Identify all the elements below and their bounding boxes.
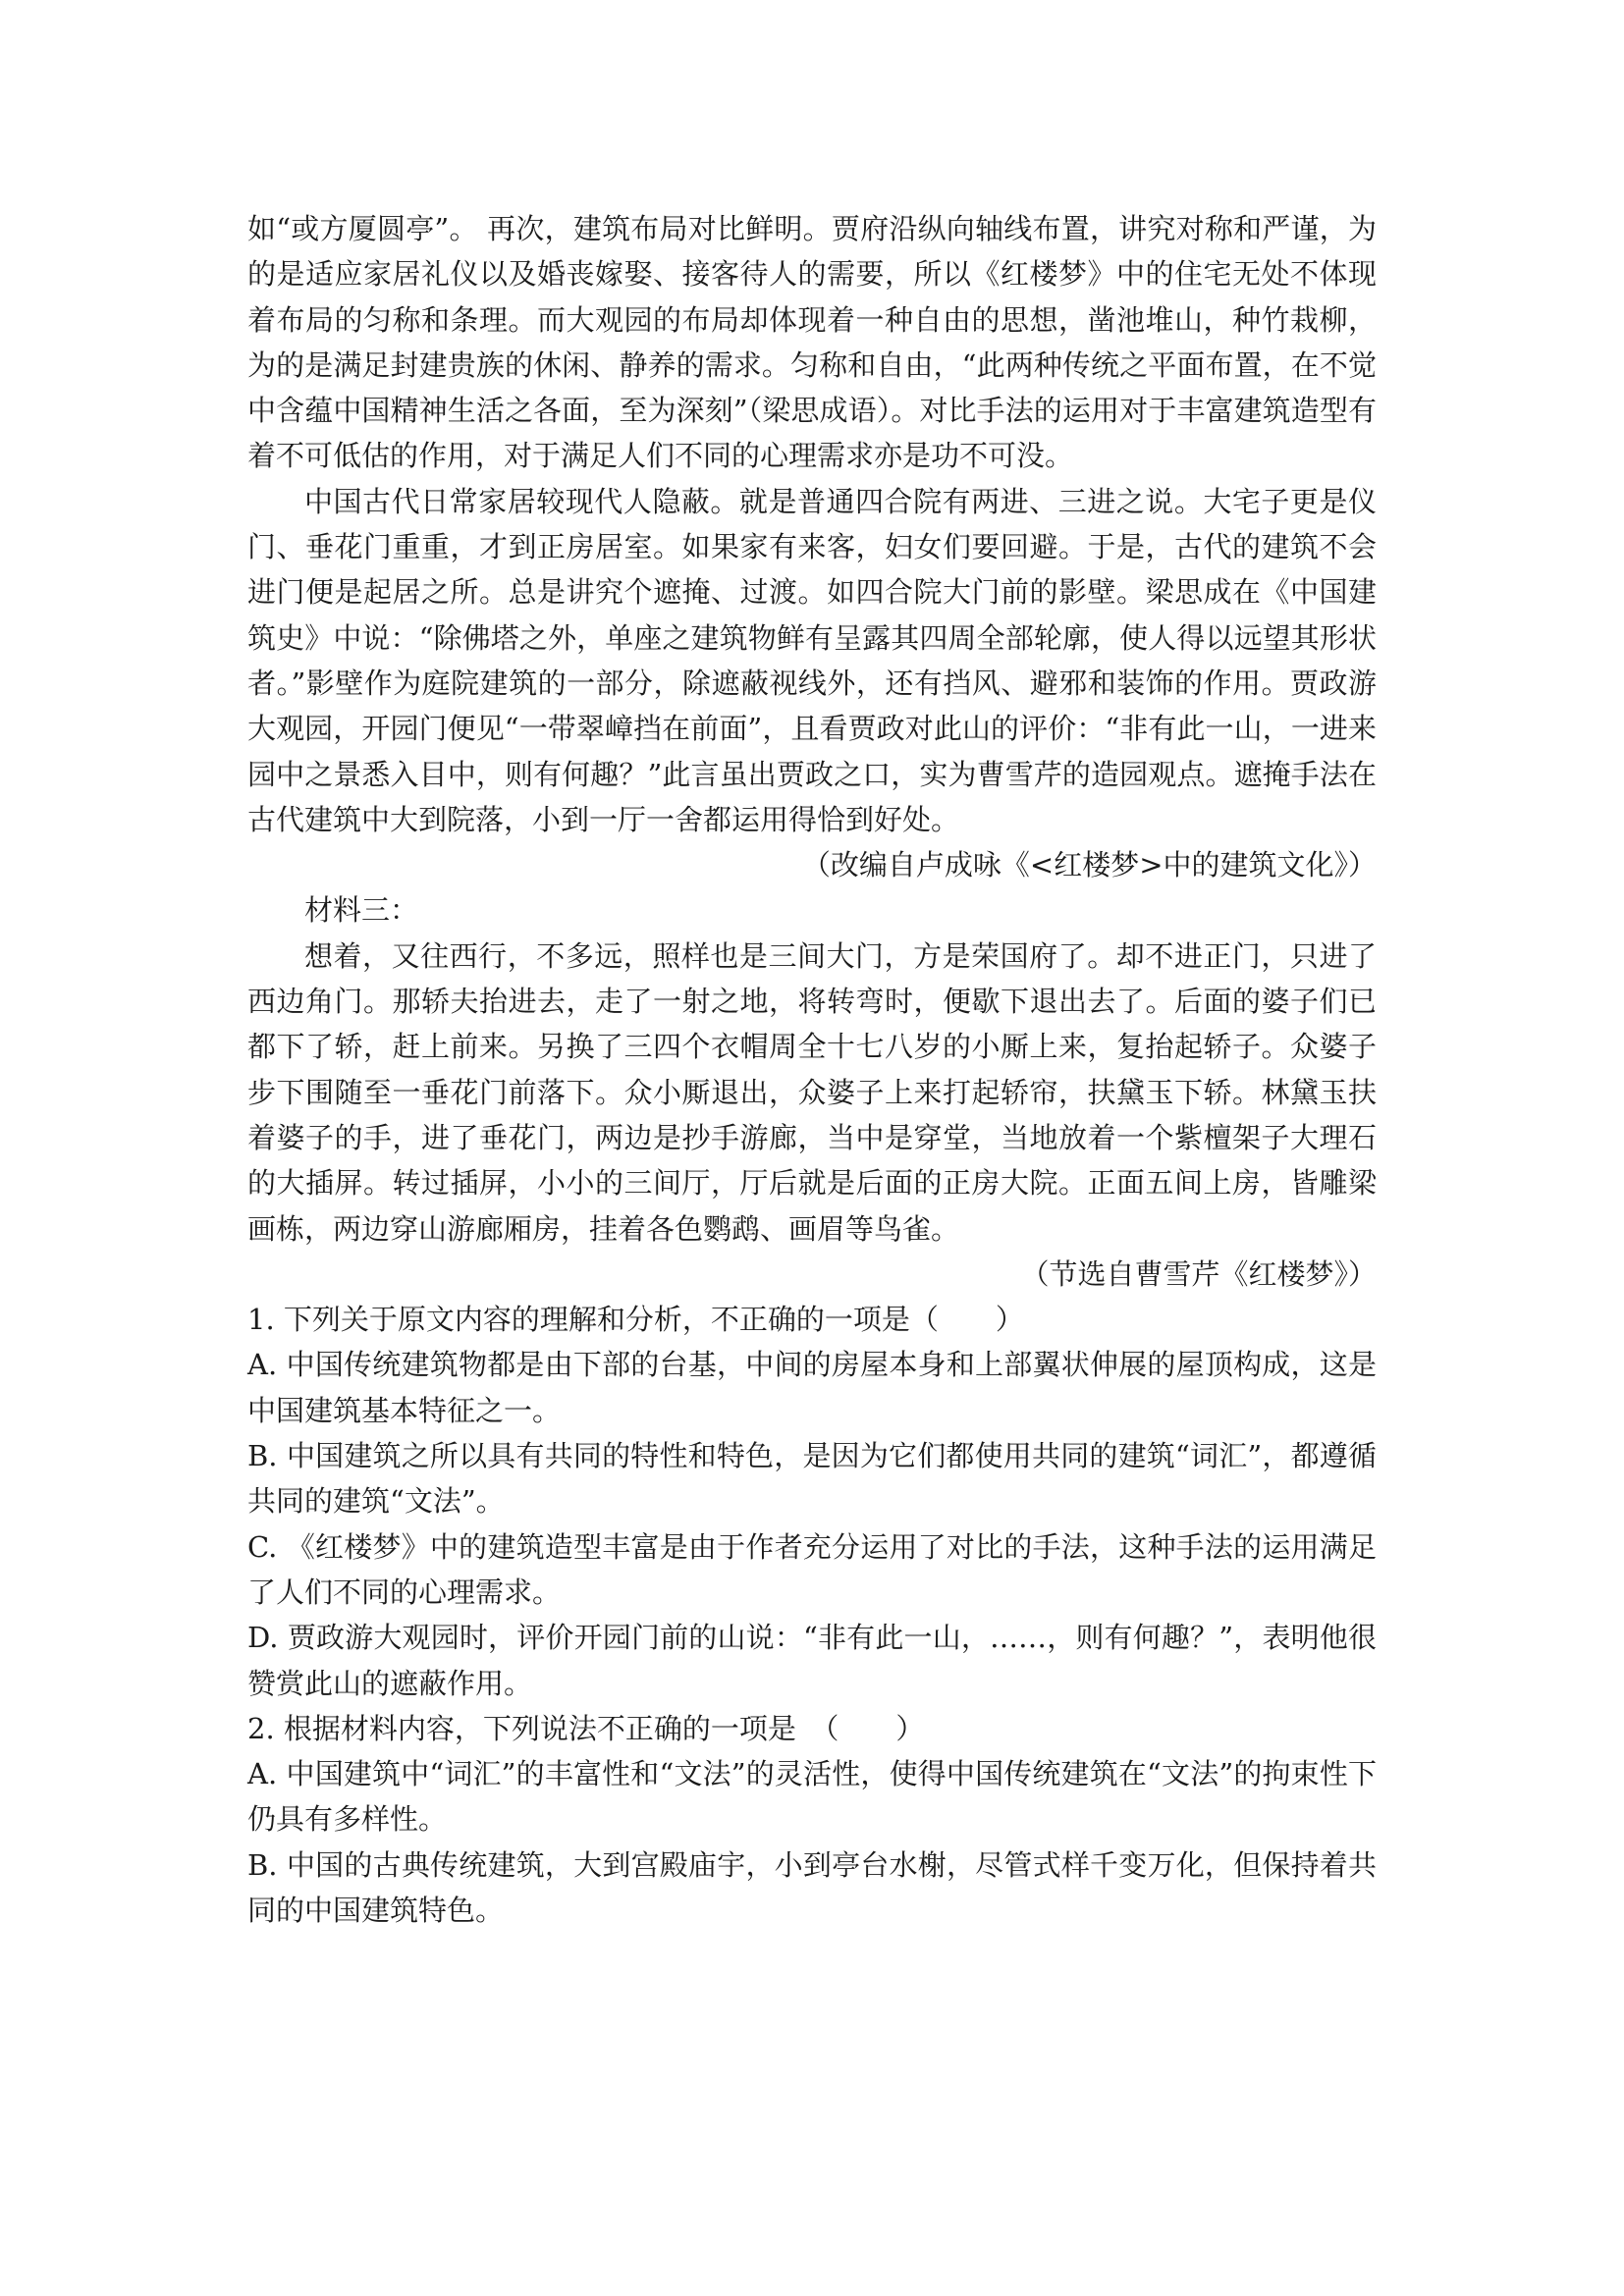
- question-2-stem: 2. 根据材料内容，下列说法不正确的一项是 （ ）: [247, 1711, 925, 1745]
- question-2-option-b: B. 中国的古典传统建筑，大到宫殿庙宇，小到亭台水榭，尽管式样千变万化，但保持着共同的中国建筑特色。: [247, 1847, 1377, 1927]
- source-citation-material-3: （节选自曹雪芹《红楼梦》）: [1020, 1256, 1377, 1291]
- source-citation-material-2: （改编自卢成咏《<红楼梦>中的建筑文化》）: [801, 848, 1377, 882]
- question-1-option-a: A. 中国传统建筑物都是由下部的台基，中间的房屋本身和上部翼状伸展的屋顶构成，这是中国建筑基本特征之一。: [247, 1348, 1377, 1427]
- article-paragraph-contrast: 如“或方厦圆亭”。 再次，建筑布局对比鲜明。贾府沿纵向轴线布置，讲究对称和严谨，为的是适应家居礼仪以及婚丧嫁娶、接客待人的需要，所以《红楼梦》中的住宅无处不体现着布局的匀称和条理。而大观园的布局却体现着一种自由的思想，凿池堆山，种竹栽柳，为的是满足封建贵族的休闲、静养的需求。匀称和自由，“此两种传统之平面布置，在不觉中含蕴中国精神生活之各面，至为深刻”（梁思成语）。对比手法的运用对于丰富建筑造型有着不可低估的作用，对于满足人们不同的心理需求亦是功不可没。: [247, 212, 1377, 473]
- material-3-label: 材料三：: [304, 893, 419, 928]
- question-2-option-a: A. 中国建筑中“词汇”的丰富性和“文法”的灵活性，使得中国传统建筑在“文法”的拘束性下仍具有多样性。: [247, 1757, 1377, 1837]
- question-1-option-b: B. 中国建筑之所以具有共同的特性和特色，是因为它们都使用共同的建筑“词汇”，都遵循共同的建筑“文法”。: [247, 1439, 1377, 1519]
- question-1-stem: 1. 下列关于原文内容的理解和分析，不正确的一项是（ ）: [247, 1303, 1024, 1337]
- question-1-option-d: D. 贾政游大观园时，评价开园门前的山说：“非有此一山，……，则有何趣？”，表明他很赞赏此山的遮蔽作用。: [247, 1621, 1377, 1700]
- question-1-option-c: C. 《红楼梦》中的建筑造型丰富是由于作者充分运用了对比的手法，这种手法的运用满足了人们不同的心理需求。: [247, 1529, 1377, 1609]
- article-paragraph-concealment: 中国古代日常家居较现代人隐蔽。就是普通四合院有两进、三进之说。大宅子更是仪门、垂花门重重，才到正房居室。如果家有来客，妇女们要回避。于是，古代的建筑不会进门便是起居之所。总是讲究个遮掩、过渡。如四合院大门前的影壁。梁思成在《中国建筑史》中说：“除佛塔之外，单座之建筑物鲜有呈露其四周全部轮廓，使人得以远望其形状者。”影壁作为庭院建筑的一部分，除遮蔽视线外，还有挡风、避邪和装饰的作用。贾政游大观园，开园门便见“一带翠嶂挡在前面”，且看贾政对此山的评价：“非有此一山，一进来园中之景悉入目中，则有何趣？”此言虽出贾政之口，实为曹雪芹的造园观点。遮掩手法在古代建筑中大到院落，小到一厅一舍都运用得恰到好处。: [247, 484, 1377, 836]
- material-3-text: 想着，又往西行，不多远，照样也是三间大门，方是荣国府了。却不进正门，只进了西边角门。那轿夫抬进去，走了一射之地，将转弯时，便歇下退出去了。后面的婆子们已都下了轿，赶上前来。另换了三四个衣帽周全十七八岁的小厮上来，复抬起轿子。众婆子步下围随至一垂花门前落下。众小厮退出，众婆子上来打起轿帘，扶黛玉下轿。林黛玉扶着婆子的手，进了垂花门，两边是抄手游廊，当中是穿堂，当地放着一个紫檀架子大理石的大插屏。转过插屏，小小的三间厅，厅后就是后面的正房大院。正面五间上房，皆雕梁画栋，两边穿山游廊厢房，挂着各色鹦鹉、画眉等鸟雀。: [247, 938, 1377, 1246]
- document-page: [247, 206, 1377, 1933]
